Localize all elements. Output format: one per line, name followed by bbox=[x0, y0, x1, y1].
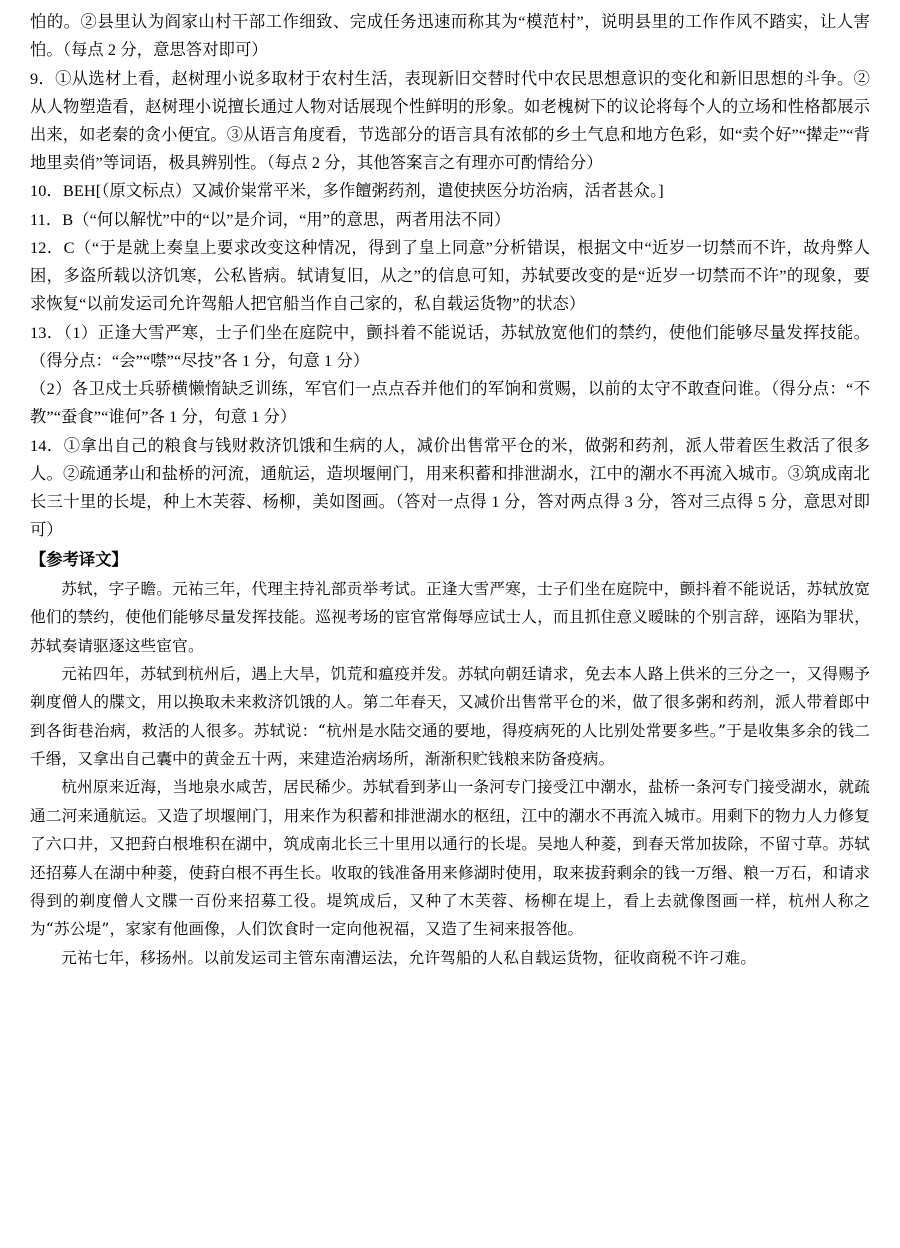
answer-paragraph: 12．C（“于是就上奏皇上要求改变这种情况，得到了皇上同意”分析错误，根据文中“近岁一切禁而不许，故舟弊人困，多盗所载以济饥寒，公私皆病。轼请复旧，从之”的信息可知，苏轼要改变的是“近岁一切禁而不许”的现象，要求恢复“以前发运司允许驾船人把官船当作自己家的，私自载运货物”的状态） bbox=[30, 238, 870, 314]
translation-paragraph: 苏轼，字子瞻。元祐三年，代理主持礼部贡举考试。正逢大雪严寒，士子们坐在庭院中，颤抖着不能说话，苏轼放宽他们的禁约，使他们能够尽量发挥技能。巡视考场的宦官常侮辱应试士人，而且抓住意义暧昧的个别言辞，诬陷为罪状，苏轼奏请驱逐这些宦官。 bbox=[30, 579, 870, 655]
answer-paragraph: （2）各卫戍士兵骄横懒惰缺乏训练，军官们一点点吞并他们的军饷和赏赐，以前的太守不敢查问谁。（得分点：“不教”“蚕食”“谁何”各 1 分，句意 1 分） bbox=[30, 379, 870, 427]
answers-section bbox=[30, 8, 870, 544]
answer-paragraph: 11．B（“何以解忧”中的“以”是介词，“用”的意思，两者用法不同） bbox=[30, 209, 511, 229]
answer-paragraph: 9．①从选材上看，赵树理小说多取材于农村生活，表现新旧交替时代中农民思想意识的变化和新旧思想的斗争。②从人物塑造看，赵树理小说擅长通过人物对话展现个性鲜明的形象。如老槐树下的议论将每个人的立场和性格都展示出来，如老秦的贪小便宜。③从语言角度看，节选部分的语言具有浓郁的乡土气息和地方色彩，如“卖个好”“撵走”“背地里卖俏”等词语，极具辨别性。（每点 2 分，其他答案言之有理亦可酌情给分） bbox=[30, 68, 870, 172]
answer-paragraph: 13．（1）正逢大雪严寒，士子们坐在庭院中，颤抖着不能说话，苏轼放宽他们的禁约，使他们能够尽量发挥技能。（得分点：“会”“噤”“尽技”各 1 分，句意 1 分） bbox=[30, 322, 870, 370]
translation-paragraph: 元祐四年，苏轼到杭州后，遇上大旱，饥荒和瘟疫并发。苏轼向朝廷请求，免去本人路上供米的三分之一，又得赐予剃度僧人的牒文，用以换取未来救济饥饿的人。第二年春天，又减价出售常平仓的米，做了很多粥和药剂，派人带着郎中到各街巷治病，救活的人很多。苏轼说：“杭州是水陆交通的要地，得疫病死的人比别处常要多些。”于是收集多余的钱二千缗，又拿出自己囊中的黄金五十两，来建造治病场所，渐渐积贮钱粮来防备疫病。 bbox=[30, 664, 870, 769]
translation-section bbox=[30, 575, 870, 972]
answer-paragraph: 10．BEH[（原文标点）又减价粜常平米，多作饘粥药剂，遣使挟医分坊治病，活者甚众。] bbox=[30, 181, 664, 201]
translation-paragraph: 元祐七年，移扬州。以前发运司主管东南漕运法，允许驾船的人私自载运货物，征收商税不许刁难。 bbox=[61, 948, 757, 967]
translation-paragraph: 杭州原来近海，当地泉水咸苦，居民稀少。苏轼看到茅山一条河专门接受江中潮水，盐桥一条河专门接受湖水，就疏通二河来通航运。又造了坝堰闸门，用来作为积蓄和排泄湖水的枢纽，江中的潮水不再流入城市。用剩下的物力人力修复了六口井，又把葑白根堆积在湖中，筑成南北长三十里用以通行的长堤。吴地人种菱，到春天常加拔除，不留寸草。苏轼还招募人在湖中种菱，使葑白根不再生长。收取的钱准备用来修湖时使用，取来拔葑剩余的钱一万缗、粮一万石，和请求得到的剃度僧人文牒一百份来招募工役。堤筑成后，又种了木芙蓉、杨柳在堤上，看上去就像图画一样，杭州人称之为“苏公堤”，家家有他画像，人们饮食时一定向他祝福，又造了生祠来报答他。 bbox=[30, 778, 870, 939]
answer-paragraph: 14．①拿出自己的粮食与钱财救济饥饿和生病的人，减价出售常平仓的米，做粥和药剂，派人带着医生救活了很多人。②疏通茅山和盐桥的河流，通航运，造坝堰闸门，用来积蓄和排泄湖水，江中的潮水不再流入城市。③筑成南北长三十里的长堤，种上木芙蓉、杨柳，美如图画。（答对一点得 1 分，答对两点得 3 分，答对三点得 5 分，意思对即可） bbox=[30, 435, 870, 539]
translation-heading: 【参考译文】 bbox=[30, 549, 128, 569]
answer-paragraph: 怕的。②县里认为阎家山村干部工作细致、完成任务迅速而称其为“模范村”，说明县里的工作作风不踏实，让人害怕。（每点 2 分，意思答对即可） bbox=[30, 12, 870, 60]
